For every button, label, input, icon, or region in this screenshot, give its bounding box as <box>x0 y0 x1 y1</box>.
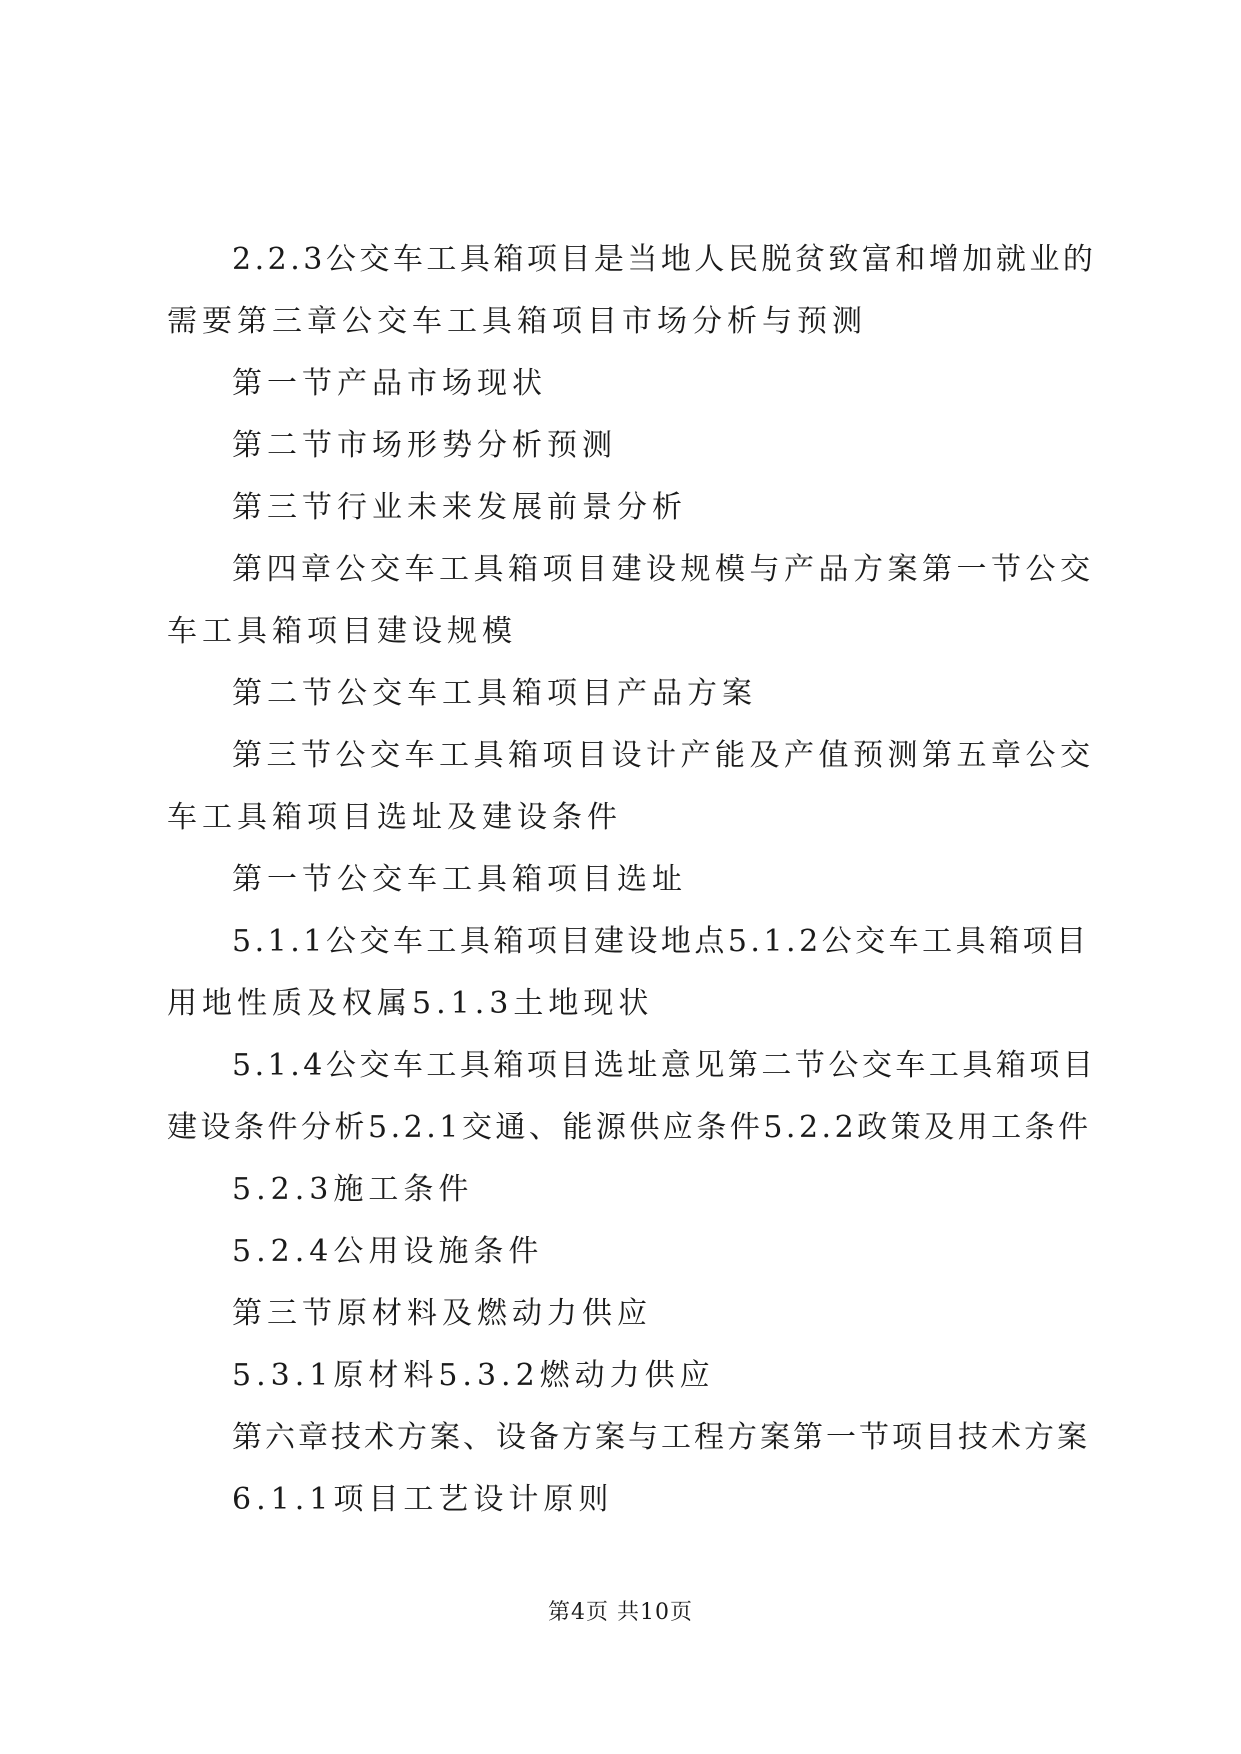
text-line: 第三节公交车工具箱项目设计产能及产值预测第五章公交 <box>232 738 1095 773</box>
text-line: 第三节行业未来发展前景分析 <box>232 490 687 525</box>
text-line: 第二节公交车工具箱项目产品方案 <box>232 676 757 711</box>
text-line: 第二节市场形势分析预测 <box>232 428 617 463</box>
text-line: 2.2.3公交车工具箱项目是当地人民脱贫致富和增加就业的 <box>232 242 1097 277</box>
page-footer: 第4页 共10页 <box>548 1600 693 1625</box>
text-line: 5.1.1公交车工具箱项目建设地点5.1.2公交车工具箱项目 <box>232 924 1090 959</box>
text-line: 建设条件分析5.2.1交通、能源供应条件5.2.2政策及用工条件 <box>167 1110 1092 1145</box>
text-line: 5.2.4公用设施条件 <box>232 1234 544 1269</box>
text-line: 车工具箱项目建设规模 <box>167 614 517 649</box>
text-line: 5.1.4公交车工具箱项目选址意见第二节公交车工具箱项目 <box>232 1048 1097 1083</box>
text-line: 车工具箱项目选址及建设条件 <box>167 800 622 835</box>
text-line: 6.1.1项目工艺设计原则 <box>232 1482 614 1517</box>
text-line: 用地性质及权属5.1.3土地现状 <box>167 986 654 1021</box>
text-line: 5.3.1原材料5.3.2燃动力供应 <box>232 1358 715 1393</box>
text-line: 第一节产品市场现状 <box>232 366 547 401</box>
text-line: 第六章技术方案、设备方案与工程方案第一节项目技术方案 <box>232 1420 1090 1455</box>
text-line: 第三节原材料及燃动力供应 <box>232 1296 652 1331</box>
text-line: 第一节公交车工具箱项目选址 <box>232 862 687 897</box>
text-line: 需要第三章公交车工具箱项目市场分析与预测 <box>167 304 867 339</box>
text-line: 5.2.3施工条件 <box>232 1172 474 1207</box>
text-line: 第四章公交车工具箱项目建设规模与产品方案第一节公交 <box>232 552 1095 587</box>
